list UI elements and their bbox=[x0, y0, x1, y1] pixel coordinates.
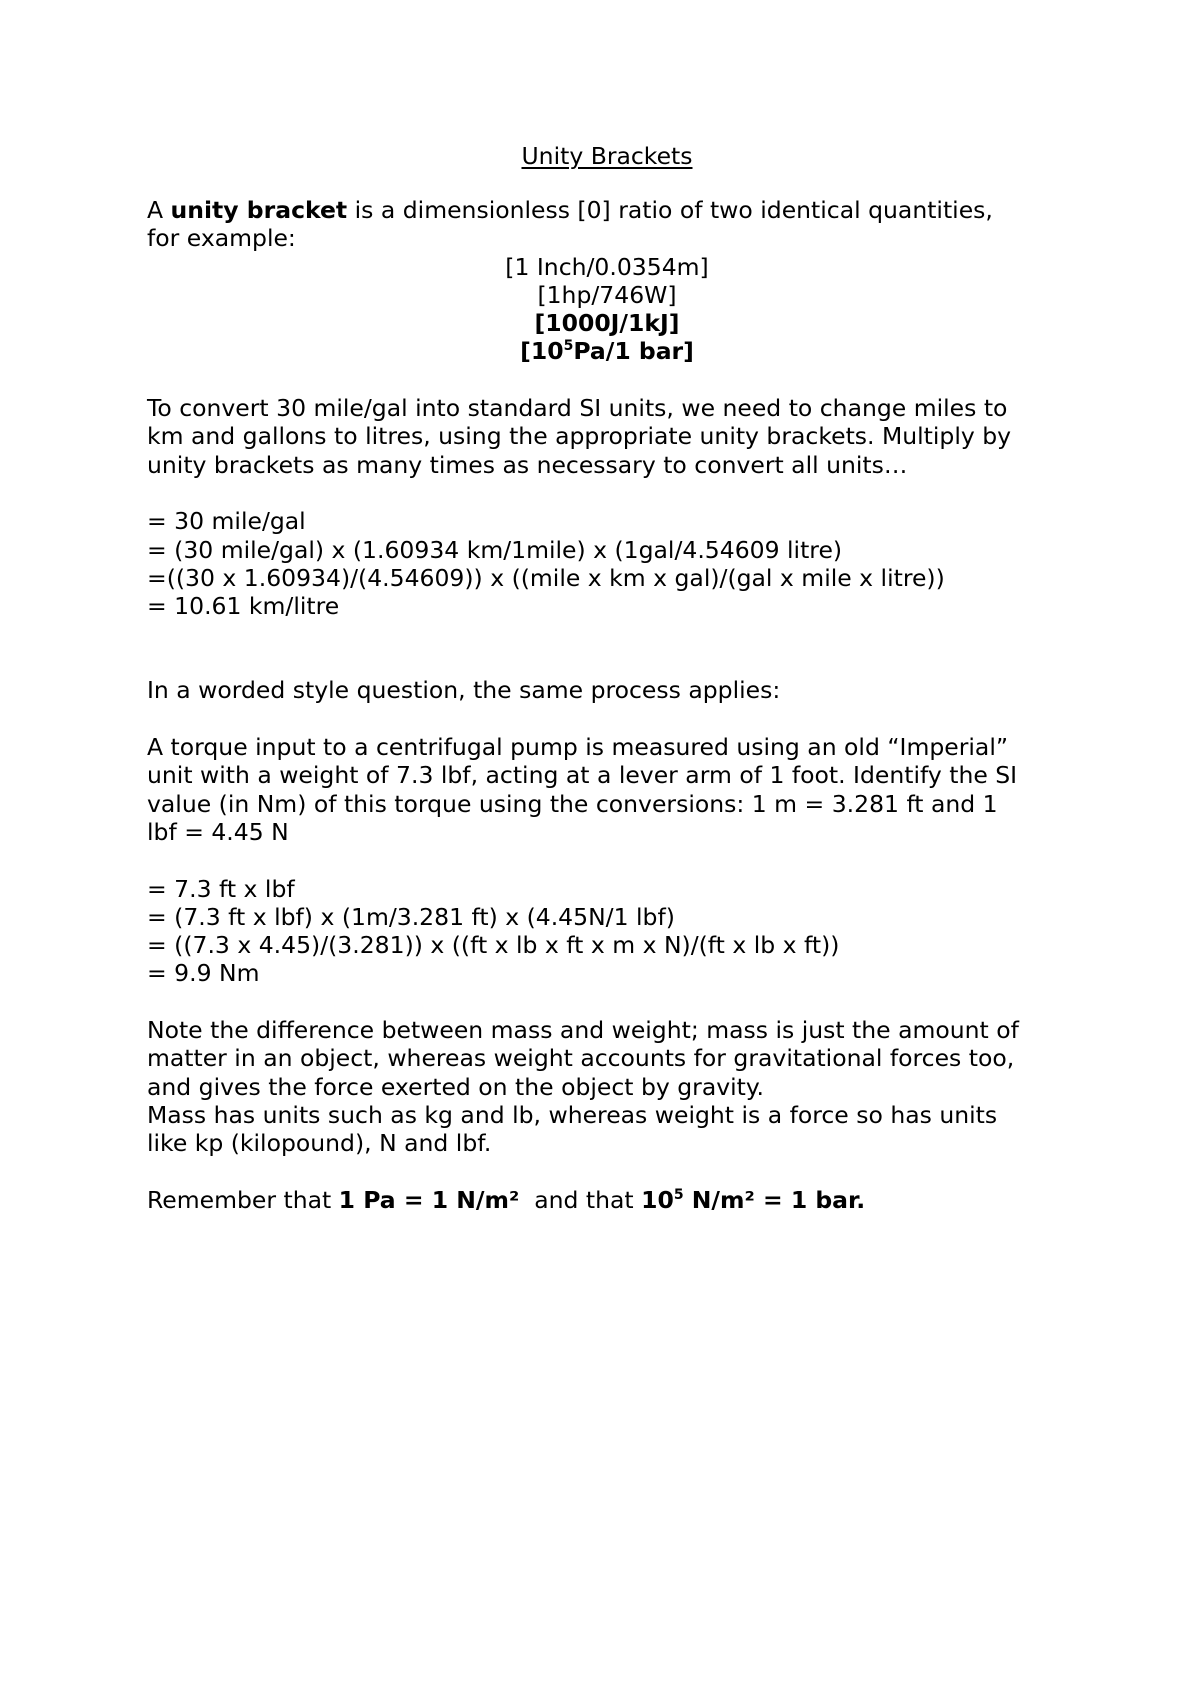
note-line-1: Note the difference between mass and weight; mass is just the amount of bbox=[147, 1016, 1019, 1045]
torque-line-1: A torque input to a centrifugal pump is measured using an old “Imperial” bbox=[147, 733, 1009, 762]
note-line-5: like kp (kilopound), N and lbf. bbox=[147, 1129, 492, 1158]
example-hp: [1hp/746W] bbox=[537, 280, 677, 309]
page-title: Unity Brackets bbox=[521, 142, 693, 170]
example-pascal-rest: Pa/1 bar] bbox=[573, 337, 694, 366]
calc1-line-3: =((30 x 1.60934)/(4.54609)) x ((mile x km x gal)/(gal x mile x litre)) bbox=[147, 563, 945, 592]
note-line-4: Mass has units such as kg and lb, whereas weight is a force so has units bbox=[147, 1100, 998, 1129]
worded-intro: In a worded style question, the same process applies: bbox=[147, 676, 781, 705]
calc1-line-1: = 30 mile/gal bbox=[147, 507, 306, 536]
calc2-line-4: = 9.9 Nm bbox=[147, 959, 260, 988]
calc2-line-2: = (7.3 ft x lbf) x (1m/3.281 ft) x (4.45N/1 lbf) bbox=[147, 902, 675, 931]
spacer bbox=[147, 1158, 1067, 1186]
example-pascal bbox=[147, 337, 1067, 365]
intro-line-2: for example: bbox=[147, 224, 296, 253]
intro-term: unity bracket bbox=[170, 196, 348, 224]
calc1-line-2: = (30 mile/gal) x (1.60934 km/1mile) x (1gal/4.54609 litre) bbox=[147, 535, 843, 564]
convert-line-3: unity brackets as many times as necessary to convert all units… bbox=[147, 450, 908, 479]
calc2-line-3: = ((7.3 x 4.45)/(3.281)) x ((ft x lb x ft x m x N)/(ft x lb x ft)) bbox=[147, 931, 840, 960]
note-line-2: matter in an object, whereas weight accounts for gravitational forces too, bbox=[147, 1044, 1015, 1073]
remember-bar-exponent: 5 bbox=[673, 1186, 684, 1203]
convert-line-1: To convert 30 mile/gal into standard SI units, we need to change miles to bbox=[147, 394, 1008, 423]
remember-prefix: Remember that bbox=[147, 1185, 339, 1214]
calc2-line-1: = 7.3 ft x lbf bbox=[147, 874, 295, 903]
remember-bar-base: 10 bbox=[641, 1185, 674, 1214]
spacer bbox=[147, 705, 1067, 733]
remember-bar-rest: N/m² = 1 bar. bbox=[683, 1185, 866, 1214]
spacer bbox=[147, 366, 1067, 394]
calc1-line-4: = 10.61 km/litre bbox=[147, 592, 340, 621]
spacer bbox=[147, 479, 1067, 507]
spacer bbox=[147, 620, 1067, 676]
remember-line bbox=[147, 1186, 1067, 1214]
note-line-3: and gives the force exerted on the object by gravity. bbox=[147, 1072, 764, 1101]
intro-prefix: A bbox=[147, 196, 171, 224]
spacer bbox=[147, 846, 1067, 874]
example-inch: [1 Inch/0.0354m] bbox=[505, 252, 709, 281]
example-pascal-exponent: 5 bbox=[563, 338, 574, 355]
intro-line-1 bbox=[147, 196, 1067, 224]
example-joule: [1000J/1kJ] bbox=[534, 309, 680, 338]
torque-line-3: value (in Nm) of this torque using the conversions: 1 m = 3.281 ft and 1 bbox=[147, 789, 998, 818]
document-page bbox=[147, 142, 1067, 1214]
remember-pascal-definition: 1 Pa = 1 N/m² bbox=[338, 1185, 520, 1214]
spacer bbox=[147, 988, 1067, 1016]
torque-line-2: unit with a weight of 7.3 lbf, acting at a lever arm of 1 foot. Identify the SI bbox=[147, 761, 1018, 790]
torque-line-4: lbf = 4.45 N bbox=[147, 817, 289, 846]
remember-middle: and that bbox=[519, 1185, 642, 1214]
example-pascal-open: [10 bbox=[520, 337, 564, 366]
convert-line-2: km and gallons to litres, using the appropriate unity brackets. Multiply by bbox=[147, 422, 1012, 451]
remember-bar-definition bbox=[641, 1186, 865, 1214]
intro-suffix: is a dimensionless [0] ratio of two identical quantities, bbox=[347, 196, 993, 224]
